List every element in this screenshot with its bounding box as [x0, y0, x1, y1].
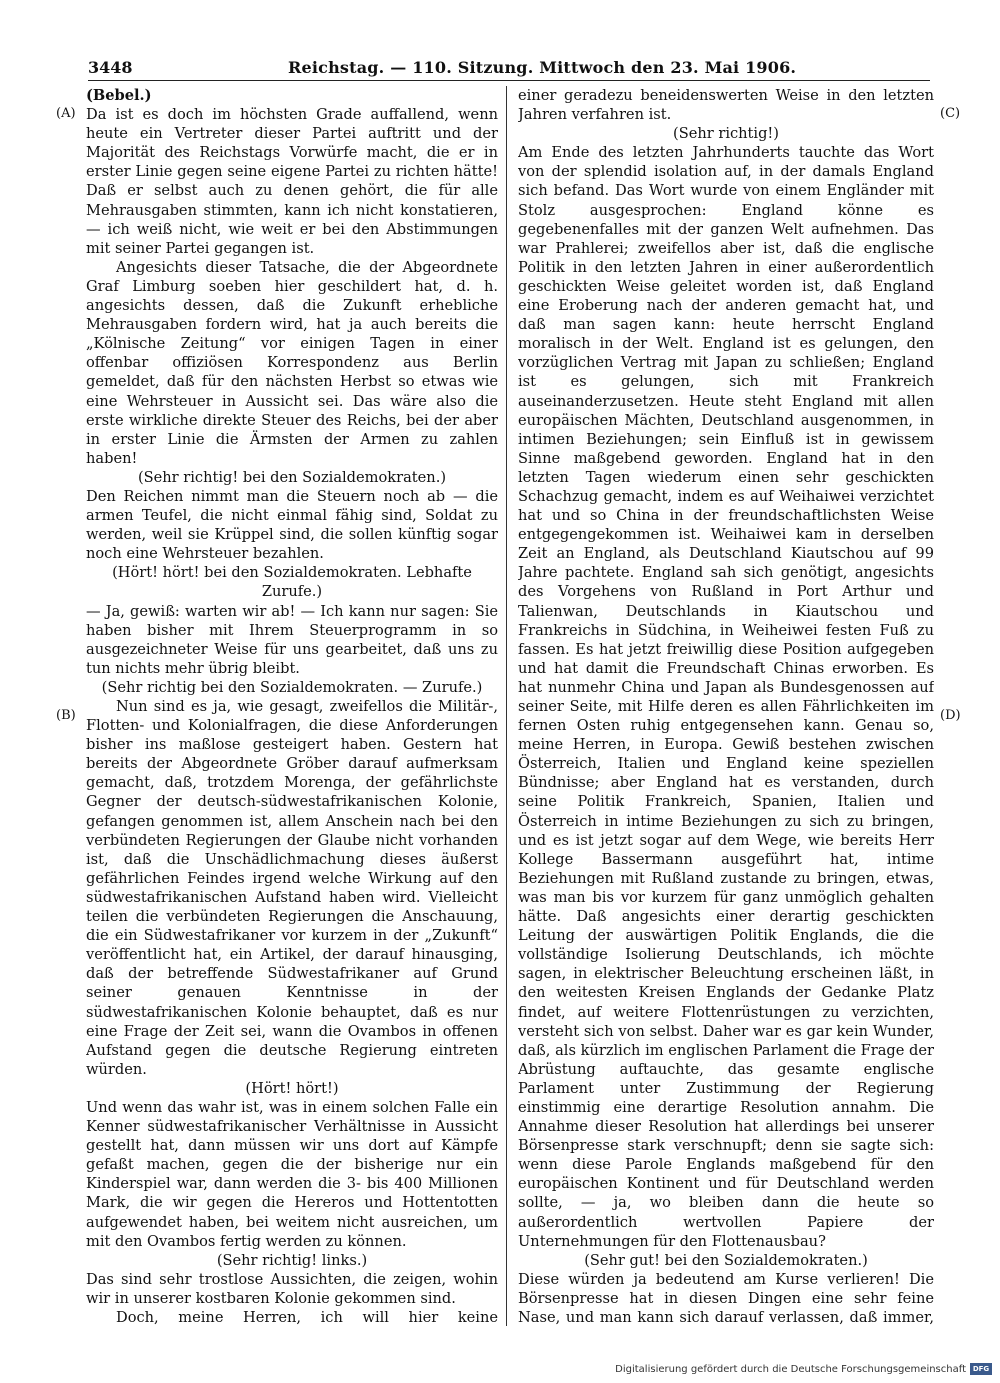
margin-mark-b: (B)	[56, 708, 76, 723]
margin-mark-d: (D)	[940, 708, 961, 723]
dfg-logo-icon: DFG	[970, 1363, 992, 1375]
right-column	[518, 86, 934, 1326]
running-head	[88, 58, 930, 81]
footer-text: Digitalisierung gefördert durch die Deutsche Forschungsgemeinschaft	[615, 1363, 966, 1375]
speaker-name: (Bebel.)	[86, 87, 152, 104]
paragraph: Am Ende des letzten Jahrhunderts tauchte das Wort von der splendid isolation auf, in der damals England sich befand. Das Wort wurde von einem Engländer mit Stolz ausgesprochen: England könne es gegebenenfalles mit der ganzen Welt aufnehmen. Das war Prahlerei; zweifellos aber ist, daß die englische Politik in den letzten Jahren in einer außerordentlich geschickten Weise geleitet worden ist, daß England eine Eroberung nach der anderen gemacht hat, und daß man sagen kann: heute herrscht England moralisch in der Welt. England ist es gelungen, den vorzüglichen Vertrag mit Japan zu schließen; England ist es gelungen, sich mit Frankreich auseinanderzusetzen. Heute steht England mit allen europäischen Mächten, Deutschland ausgenommen, in intimen Beziehungen; sein Einfluß ist in gewissem Sinne maßgebend geworden. England hat in den letzten Tagen wiederum einen sehr geschickten Schachzug gemacht, indem es auf Weihaiwei verzichtet hat und so China in der freundschaftlichsten Weise entgegengekommen ist. Weihaiwei kam in derselben Zeit an England, als Deutschland Kiautschou auf 99 Jahre pachtete. England sah sich genötigt, angesichts des Vorgehens von Rußland in Port Arthur und Talienwan, Deutschlands in Kiautschou und Frankreichs in Südchina, in Weiheiwei festen Fuß zu fassen. Es hat jetzt freiwillig diese Position aufgegeben und hat damit die Freundschaft Chinas erworben. Es hat nunmehr China und Japan als Bundesgenossen auf seiner Seite, mit Hilfe deren es allen Fährlichkeiten im fernen Osten ruhig entgegensehen kann. Genau so, meine Herren, in Europa. Gewiß bestehen zwischen Österreich, Italien und England keine speziellen Bündnisse; aber England hat es verstanden, durch seine Politik Frankreich, Spanien, Italien und Österreich in intime Beziehungen zu sich zu bringen, und es ist jetzt sogar auf dem Wege, wie bereits Herr Kollege Bassermann ausgeführt hat, intime Beziehungen mit Rußland zustande zu bringen, etwas, was man bis vor kurzem für ganz unmöglich gehalten hätte. Daß angesichts einer derartig geschickten Leitung der auswärtigen Politik Englands, die die vollständige Isolierung Deutschlands, ich möchte sagen, in elektrischer Beleuchtung erscheinen läßt, in den weitesten Kreisen Englands der Gedanke Platz findet, auf weitere Flottenrüstungen zu verzichten, versteht sich von selbst. Daher war es gar kein Wunder, daß, als kürzlich im englischen Parlament die Frage der Abrüstung auftauchte, das gesamte englische Parlament unter Zustimmung der Regierung einstimmig eine derartige Resolution annahm. Die Annahme dieser Resolution hat allerdings bei unserer Börsenpresse stark verschnupft; denn sie sagte sich: wenn diese Parole Englands maßgebend für den europäischen Kontinent und für Deutschland werden sollte, — ja, wo bleiben dann die heute so außerordentlich wertvollen Papiere der Unternehmungen für den Flottenausbau?	[518, 144, 934, 1250]
paragraph: — Ja, gewiß: warten wir ab! — Ich kann nur sagen: Sie haben bisher mit Ihrem Steuerprogramm in so ausgezeichneter Weise für uns gearbeitet, daß uns zu tun nichts mehr übrig bleibt.	[86, 602, 498, 677]
column-divider	[506, 86, 507, 1326]
paragraph: Doch, meine Herren, ich will hier keine	[116, 1309, 498, 1326]
paragraph: Den Reichen nimmt man die Steuern noch ab — die armen Teufel, die nicht einmal fähig sind, Soldat zu werden, weil sie Krüppel sind, die sollen künftig sogar noch eine Wehrsteuer bezahlen.	[86, 487, 498, 563]
paragraph: Diese würden ja bedeutend am Kurse verlieren! Die Börsenpresse hat in diesen Dingen eine sehr feine Nase, und man kann sich darauf verlassen, daß immer,	[518, 1270, 934, 1326]
interjection: (Sehr richtig bei den Sozialdemokraten. — Zurufe.)	[101, 678, 483, 696]
margin-mark-a: (A)	[56, 106, 76, 121]
paragraph: Angesichts dieser Tatsache, die der Abgeordnete Graf Limburg soeben hier geschildert hat, d. h. angesichts dessen, daß die Zukunft erhebliche Mehrausgaben fordern wird, hat ja auch bereits die „Kölnische Zeitung“ vor einigen Tagen in einer offenbar offiziösen Korrespondenz aus Berlin gemeldet, daß für den nächsten Herbst so etwas wie eine Wehrsteuer in Aussicht sei. Das wäre also die erste wirkliche direkte Steuer des Reichs, bei der aber in erster Linie die Ärmsten der Armen zu zahlen haben!	[86, 258, 498, 467]
paragraph: einer geradezu beneidenswerten Weise in den letzten Jahren verfahren ist.	[518, 87, 934, 124]
interjection: (Sehr richtig! links.)	[216, 1251, 368, 1269]
interjection: (Sehr richtig!)	[673, 125, 779, 143]
header-title: Reichstag. — 110. Sitzung. Mittwoch den 23. Mai 1906.	[288, 58, 797, 77]
interjection: (Sehr richtig! bei den Sozialdemokraten.)	[137, 468, 447, 486]
left-column	[86, 86, 498, 1326]
footer	[615, 1363, 992, 1375]
interjection: (Hört! hört! bei den Sozialdemokraten. Lebhafte Zurufe.)	[112, 564, 472, 601]
paragraph: Und wenn das wahr ist, was in einem solchen Falle ein Kenner südwestafrikanischer Verhältnisse in Aussicht gestellt hat, dann müssen wir uns dort auf Kämpfe gefaßt machen, gegen die der bisherige nur ein Kinderspiel war, dann werden die 3- bis 400 Millionen Mark, die wir gegen die Hereros und Hottentotten aufgewendet haben, bei weitem nicht ausreichen, um mit den Ovambos fertig werden zu können.	[86, 1098, 498, 1250]
paragraph: Da ist es doch im höchsten Grade auffallend, wenn heute ein Vertreter dieser Partei auftritt und der Majorität des Reichstags Vorwürfe macht, die er in erster Linie gegen seine eigene Partei zu richten hätte! Daß er selbst auch zu denen gehört, die für alle Mehrausgaben stimmten, kann ich nicht konstatieren, — ich weiß nicht, wie weit er bei den Abstimmungen mit seiner Partei gegangen ist.	[86, 106, 498, 257]
margin-mark-c: (C)	[940, 106, 961, 121]
paragraph: Das sind sehr trostlose Aussichten, die zeigen, wohin wir in unserer kostbaren Kolonie gekommen sind.	[86, 1270, 498, 1307]
interjection: (Hört! hört!)	[245, 1079, 339, 1097]
paragraph: Nun sind es ja, wie gesagt, zweifellos die Militär-, Flotten- und Kolonialfragen, die diese Anforderungen bisher ins maßlose gesteigert haben. Gestern hat bereits der Abgeordnete Gröber darauf aufmerksam gemacht, daß, trotzdem Morenga, der gefährlichste Gegner der deutsch-südwestafrikanischen Kolonie, gefangen genommen ist, allem Anschein nach bei den verbündeten Regierungen der Glaube nicht vorhanden ist, daß die Unschädlichmachung dieses äußerst gefährlichen Feindes irgend welche Wirkung auf den südwestafrikanischen Aufstand haben wird. Vielleicht teilen die verbündeten Regierungen die Anschauung, die ein Südwestafrikaner vor kurzem in der „Zukunft“ veröffentlicht hat, ein Artikel, der darauf hinausging, daß der betreffende Südwestafrikaner auf Grund seiner genauen Kenntnisse in der südwestafrikanischen Kolonie behauptet, daß es nur eine Frage der Zeit sei, wann die Ovambos in offenen Aufstand gegen die deutsche Regierung eintreten würden.	[86, 698, 498, 1078]
interjection: (Sehr gut! bei den Sozialdemokraten.)	[584, 1251, 868, 1269]
page-number: 3448	[88, 58, 133, 77]
